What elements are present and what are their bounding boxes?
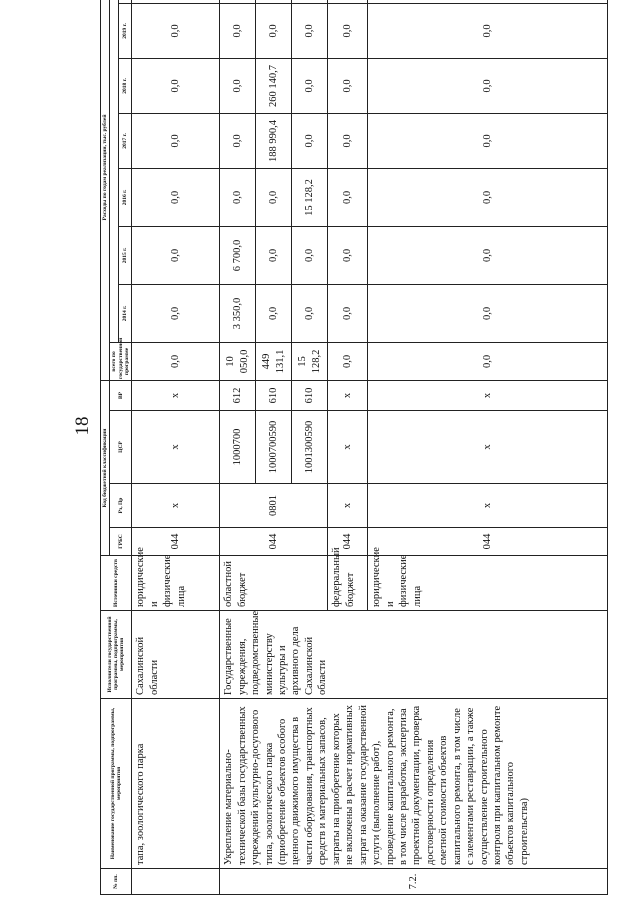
cell-value: 0,0 xyxy=(132,226,220,284)
cell-value: 0,0 xyxy=(132,284,220,342)
header-year: 2016 г. xyxy=(118,168,132,226)
cell-value: 0,0 xyxy=(132,3,220,58)
cell-value: 0,0 xyxy=(220,3,256,58)
header-years-group xyxy=(110,0,118,342)
header-name: Наименование государственной программы, подпрограммы, мероприятия xyxy=(101,699,132,869)
header-year: 2017 г. xyxy=(118,113,132,168)
cell-value: 0,0 xyxy=(132,168,220,226)
cell-value: 0,0 xyxy=(256,3,292,58)
header-grbs: ГРБС xyxy=(110,528,132,556)
cell-total: 0,0 xyxy=(368,342,608,380)
cell-value: 0,0 xyxy=(328,168,368,226)
cell-value: 0,0 xyxy=(368,58,608,113)
cell-value: 0,0 xyxy=(368,168,608,226)
cell-value: 0,0 xyxy=(220,168,256,226)
cell-value: 0,0 xyxy=(256,284,292,342)
cell-csr: 1000700 xyxy=(220,411,256,484)
cell-value xyxy=(368,0,608,3)
header-csr: ЦСР xyxy=(110,411,132,484)
header-expenses: Расходы по годам реализации, тыс. рублей xyxy=(101,0,110,380)
cell-vr: x xyxy=(368,380,608,410)
cell-total: 10 050,0 xyxy=(220,342,256,380)
cell-value: 0,0 xyxy=(132,113,220,168)
rotated-page xyxy=(100,0,640,905)
cell-executor: Сахалинской области xyxy=(132,611,220,699)
header-budget-code: Код бюджетной классификации xyxy=(101,380,110,555)
header-no: № пп. xyxy=(101,869,132,895)
cell-no xyxy=(132,869,220,895)
budget-table xyxy=(100,0,608,895)
cell-total: 0,0 xyxy=(132,342,220,380)
cell-vr: x xyxy=(132,380,220,410)
header-year: 2015 г. xyxy=(118,226,132,284)
cell-value: 0,0 xyxy=(368,3,608,58)
header-rzpr: Рз, Пр xyxy=(110,484,132,528)
cell-value: 15 128,2 xyxy=(292,168,328,226)
cell-rzpr: x xyxy=(132,484,220,528)
cell-total: 449 131,1 xyxy=(256,342,292,380)
cell-value: 0,0 xyxy=(292,226,328,284)
cell-rzpr: 0801 xyxy=(220,484,328,528)
cell-value xyxy=(132,0,220,3)
cell-csr: 1000700590 xyxy=(256,411,292,484)
header-year xyxy=(118,0,132,3)
cell-source: федеральный бюджет xyxy=(328,556,368,611)
header-total: всего по государственной программе xyxy=(111,337,130,379)
cell-value: 0,0 xyxy=(292,58,328,113)
cell-source: областной бюджет xyxy=(220,556,328,611)
cell-value: 0,0 xyxy=(256,226,292,284)
table-row xyxy=(220,0,256,895)
cell-value: 0,0 xyxy=(368,113,608,168)
cell-value xyxy=(292,0,328,3)
cell-value: 0,0 xyxy=(132,58,220,113)
cell-vr: 610 xyxy=(292,380,328,410)
cell-value: 0,0 xyxy=(368,284,608,342)
cell-value: 6 700,0 xyxy=(220,226,256,284)
cell-value: 188 990,4 xyxy=(256,113,292,168)
cell-vr: 612 xyxy=(220,380,256,410)
cell-value: 0,0 xyxy=(328,58,368,113)
cell-rzpr: x xyxy=(368,484,608,528)
cell-value: 260 140,7 xyxy=(256,58,292,113)
cell-no: 7.2. xyxy=(220,869,608,895)
cell-value: 0,0 xyxy=(328,226,368,284)
cell-source: юридические и физические лица xyxy=(132,556,220,611)
header-source: Источники средств xyxy=(101,556,132,611)
cell-value xyxy=(328,0,368,3)
cell-value xyxy=(220,0,256,3)
cell-value: 0,0 xyxy=(292,113,328,168)
cell-value: 0,0 xyxy=(256,168,292,226)
header-row-1 xyxy=(101,0,110,895)
header-vr: ВР xyxy=(110,380,132,410)
cell-csr: x xyxy=(132,411,220,484)
header-year: 2018 г. xyxy=(118,58,132,113)
cell-vr: x xyxy=(328,380,368,410)
cell-executor: Государственные учреждения, подведомственные министерству культуры и архивного дела Сахалинской области xyxy=(220,611,608,699)
cell-csr: x xyxy=(328,411,368,484)
cell-total: 15 128,2 xyxy=(292,342,328,380)
cell-csr: 1001300590 xyxy=(292,411,328,484)
table-row xyxy=(132,0,220,895)
cell-total: 0,0 xyxy=(328,342,368,380)
cell-grbs: 044 xyxy=(220,528,328,556)
page-number: 18 xyxy=(72,416,93,436)
cell-value: 0,0 xyxy=(220,113,256,168)
cell-grbs: 044 xyxy=(132,528,220,556)
cell-vr: 610 xyxy=(256,380,292,410)
header-year: 2019 г. xyxy=(118,3,132,58)
cell-source: юридические и физические лица xyxy=(368,556,608,611)
cell-grbs: 044 xyxy=(328,528,368,556)
cell-name: тапа, зоологического парка xyxy=(132,699,220,869)
cell-value: 0,0 xyxy=(220,58,256,113)
cell-grbs: 044 xyxy=(368,528,608,556)
cell-value: 0,0 xyxy=(368,226,608,284)
cell-value: 0,0 xyxy=(328,113,368,168)
cell-value: 0,0 xyxy=(328,3,368,58)
cell-csr: x xyxy=(368,411,608,484)
cell-name: Укрепление материально-технической базы государственных учреждений культурно-досугового типа, зоологического парка (приобретение объектов особого ценного движимого имущества в части оборудования, транспортных средств и материальных запасов, затраты на приобретение которых не включены в расчет нормативных затрат на оказание государственной услуги (выполнение работ), проведение капитального ремонта, в том числе разработка, экспертиза проектной документации, проверка достоверности определения сметной стоимости объектов капитального ремонта, в том числе с элементами реставрации, а также осуществление строительного контроля при капитальном ремонте объектов капитального строительства) xyxy=(220,699,608,869)
cell-value: 0,0 xyxy=(328,284,368,342)
cell-value: 0,0 xyxy=(292,284,328,342)
header-year: 2014 г. xyxy=(118,284,132,342)
cell-value: 3 350,0 xyxy=(220,284,256,342)
header-executor: Исполнители государственной программы, подпрограммы, мероприятия xyxy=(101,611,132,699)
cell-value xyxy=(256,0,292,3)
cell-rzpr: x xyxy=(328,484,368,528)
cell-value: 0,0 xyxy=(292,3,328,58)
